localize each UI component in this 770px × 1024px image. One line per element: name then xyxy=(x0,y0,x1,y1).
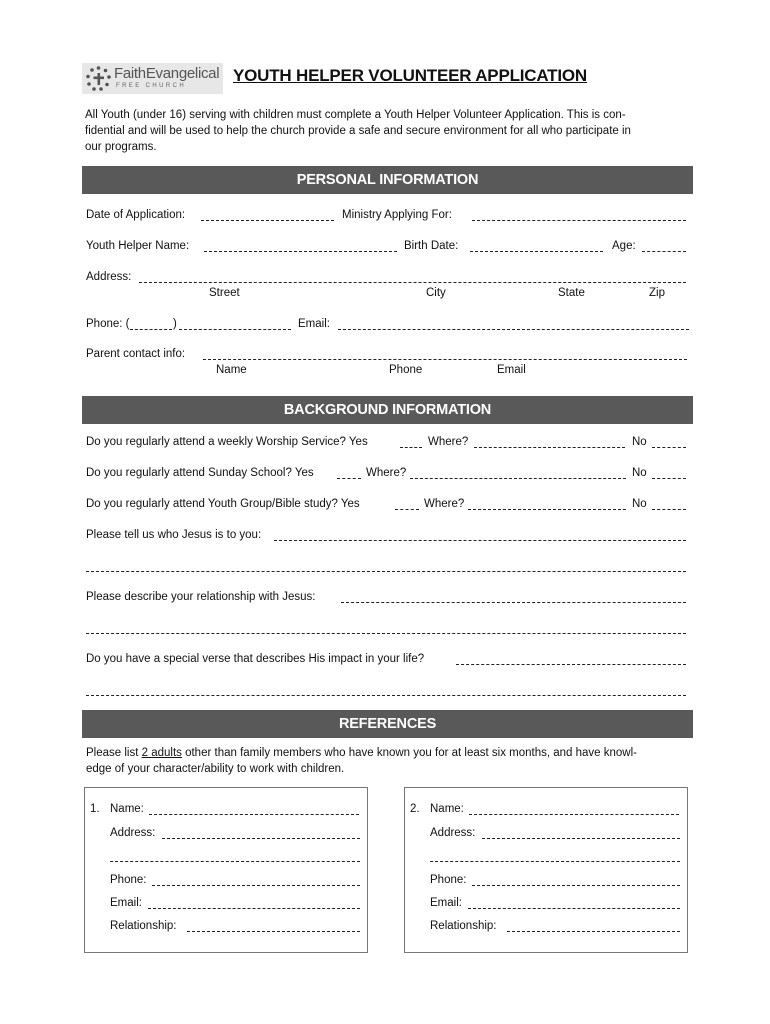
youth-group-where-label: Where? xyxy=(424,498,465,510)
address-label: Address: xyxy=(86,271,132,283)
reference-2-relationship-label: Relationship: xyxy=(430,920,497,932)
parent-contact-field[interactable] xyxy=(203,359,687,360)
youth-group-yes-field[interactable] xyxy=(395,509,419,510)
reference-1-phone-label: Phone: xyxy=(110,874,147,886)
parent-email-caption: Email xyxy=(497,364,526,376)
reference-1-name-label: Name: xyxy=(110,803,144,815)
verse-answer-field[interactable] xyxy=(456,664,686,665)
age-label: Age: xyxy=(612,240,636,252)
sunday-school-where-field[interactable] xyxy=(410,478,626,479)
email-label: Email: xyxy=(298,318,330,330)
references-intro-text: other than family members who have known you for at least six months, and have knowl- xyxy=(181,747,637,759)
youth-group-where-field[interactable] xyxy=(468,509,626,510)
intro-line: All Youth (under 16) serving with children must complete a Youth Helper Volunteer Application. This is con- xyxy=(85,109,626,121)
youth-group-question: Do you regularly attend Youth Group/Bible study? Yes xyxy=(86,498,360,510)
intro-line: our programs. xyxy=(85,141,157,153)
reference-2-email-label: Email: xyxy=(430,897,462,909)
document-title: YOUTH HELPER VOLUNTEER APPLICATION xyxy=(233,66,587,85)
intro-paragraph xyxy=(85,107,690,155)
reference-2-name-field[interactable] xyxy=(469,814,679,815)
sunday-school-where-label: Where? xyxy=(366,467,407,479)
references-intro-line2: edge of your character/ability to work with children. xyxy=(86,763,345,775)
sunday-school-question: Do you regularly attend Sunday School? Yes xyxy=(86,467,314,479)
youth-group-no-label: No xyxy=(632,498,647,510)
church-logo xyxy=(82,63,223,94)
zip-caption: Zip xyxy=(649,287,665,299)
cross-dots-icon xyxy=(85,65,112,92)
phone-area-code-field[interactable] xyxy=(130,329,172,330)
reference-2-address-field-line2[interactable] xyxy=(430,861,680,862)
address-field[interactable] xyxy=(139,282,686,283)
ministry-label: Ministry Applying For: xyxy=(342,209,452,221)
references-heading: REFERENCES xyxy=(82,710,693,738)
phone-paren: ) xyxy=(173,318,177,330)
parent-phone-caption: Phone xyxy=(389,364,423,376)
reference-2-address-field[interactable] xyxy=(482,838,680,839)
phone-number-field[interactable] xyxy=(179,329,291,330)
worship-where-field[interactable] xyxy=(474,447,625,448)
reference-2-relationship-field[interactable] xyxy=(507,931,680,932)
reference-1-phone-field[interactable] xyxy=(152,885,360,886)
date-of-application-field[interactable] xyxy=(201,220,334,221)
worship-no-label: No xyxy=(632,436,647,448)
worship-yes-field[interactable] xyxy=(400,447,422,448)
reference-1-name-field[interactable] xyxy=(149,814,359,815)
phone-label: Phone: ( xyxy=(86,318,130,330)
relationship-answer-field-line2[interactable] xyxy=(86,633,686,634)
birth-date-field[interactable] xyxy=(470,251,603,252)
background-information-heading: BACKGROUND INFORMATION xyxy=(82,396,693,424)
jesus-answer-field[interactable] xyxy=(274,540,686,541)
reference-2-phone-label: Phone: xyxy=(430,874,467,886)
personal-information-heading: PERSONAL INFORMATION xyxy=(82,166,693,194)
worship-question: Do you regularly attend a weekly Worship Service? Yes xyxy=(86,436,368,448)
jesus-question: Please tell us who Jesus is to you: xyxy=(86,529,262,541)
logo-name: FaithEvangelical xyxy=(114,65,220,82)
reference-1-number: 1. xyxy=(90,803,100,815)
parent-name-caption: Name xyxy=(216,364,247,376)
city-caption: City xyxy=(426,287,446,299)
reference-1-email-field[interactable] xyxy=(148,908,360,909)
street-caption: Street xyxy=(209,287,240,299)
reference-1-address-field[interactable] xyxy=(162,838,360,839)
date-of-application-label: Date of Application: xyxy=(86,209,186,221)
worship-where-label: Where? xyxy=(428,436,469,448)
references-intro-line1 xyxy=(86,747,637,759)
parent-contact-label: Parent contact info: xyxy=(86,348,186,360)
sunday-school-no-field[interactable] xyxy=(652,478,686,479)
relationship-answer-field[interactable] xyxy=(341,602,686,603)
reference-1-address-label: Address: xyxy=(110,827,156,839)
reference-1-relationship-label: Relationship: xyxy=(110,920,177,932)
age-field[interactable] xyxy=(642,251,686,252)
intro-line: fidential and will be used to help the church provide a safe and secure environment for all who participate in xyxy=(85,125,631,137)
worship-no-field[interactable] xyxy=(652,447,686,448)
ministry-field[interactable] xyxy=(472,220,686,221)
youth-helper-name-label: Youth Helper Name: xyxy=(86,240,190,252)
logo-subtitle: FREE CHURCH xyxy=(116,83,187,89)
reference-2-phone-field[interactable] xyxy=(472,885,680,886)
state-caption: State xyxy=(558,287,585,299)
email-field[interactable] xyxy=(338,329,689,330)
sunday-school-no-label: No xyxy=(632,467,647,479)
reference-2-number: 2. xyxy=(410,803,420,815)
reference-1-email-label: Email: xyxy=(110,897,142,909)
birth-date-label: Birth Date: xyxy=(404,240,459,252)
verse-question: Do you have a special verse that describes His impact in your life? xyxy=(86,653,425,665)
reference-2-address-label: Address: xyxy=(430,827,476,839)
relationship-question: Please describe your relationship with Jesus: xyxy=(86,591,316,603)
references-intro-emphasis: 2 adults xyxy=(141,747,182,759)
reference-1-relationship-field[interactable] xyxy=(187,931,360,932)
reference-2-email-field[interactable] xyxy=(468,908,680,909)
reference-1-address-field-line2[interactable] xyxy=(110,861,360,862)
reference-2-name-label: Name: xyxy=(430,803,464,815)
verse-answer-field-line2[interactable] xyxy=(86,695,686,696)
youth-helper-name-field[interactable] xyxy=(204,251,397,252)
references-intro-text: Please list xyxy=(86,747,142,759)
youth-group-no-field[interactable] xyxy=(652,509,686,510)
jesus-answer-field-line2[interactable] xyxy=(86,571,686,572)
sunday-school-yes-field[interactable] xyxy=(337,478,361,479)
